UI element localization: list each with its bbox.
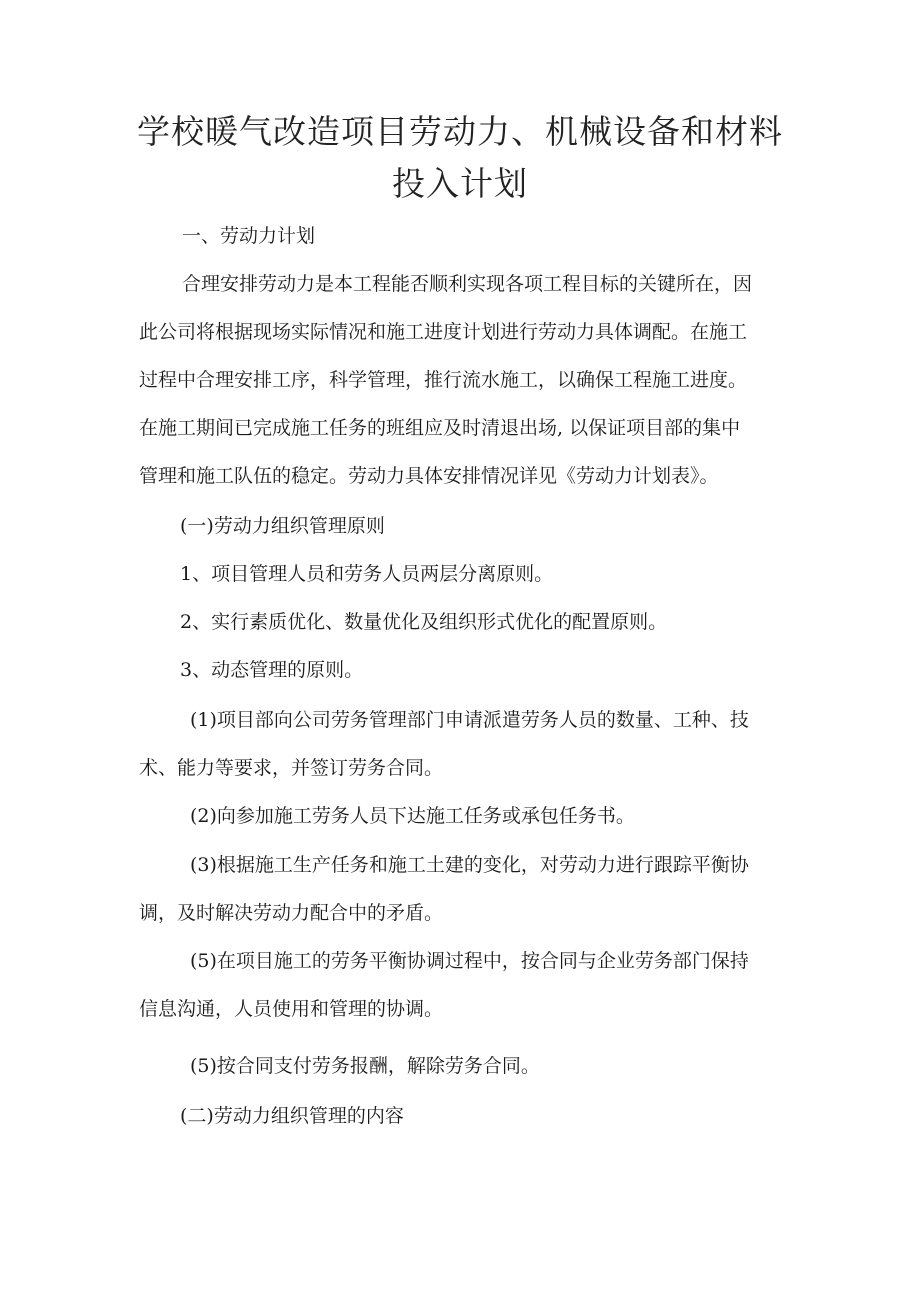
paragraph-line: 过程中合理安排工序，科学管理，推行流水施工，以确保工程施工进度。 bbox=[139, 369, 748, 391]
list-item: 3、动态管理的原则。 bbox=[180, 659, 364, 681]
list-item: 1、项目管理人员和劳务人员两层分离原则。 bbox=[180, 563, 554, 585]
sub-list-item: (1)项目部向公司劳务管理部门申请派遣劳务人员的数量、工种、技 bbox=[190, 709, 749, 731]
sub-list-item-continuation: 术、能力等要求，并签订劳务合同。 bbox=[139, 757, 444, 779]
subsection-heading-principles: (一)劳动力组织管理原则 bbox=[180, 515, 385, 537]
subsection-heading-content: (二)劳动力组织管理的内容 bbox=[180, 1105, 404, 1127]
paragraph-line: 此公司将根据现场实际情况和施工进度计划进行劳动力具体调配。在施工 bbox=[139, 321, 748, 343]
paragraph-line: 合理安排劳动力是本工程能否顺利实现各项工程目标的关键所在，因 bbox=[182, 273, 753, 295]
list-item: 2、实行素质优化、数量优化及组织形式优化的配置原则。 bbox=[180, 611, 668, 633]
sub-list-item: (5)在项目施工的劳务平衡协调过程中，按合同与企业劳务部门保持 bbox=[190, 950, 749, 972]
sub-list-item-continuation: 信息沟通，人员使用和管理的协调。 bbox=[139, 998, 444, 1020]
document-title-line-2: 投入计划 bbox=[392, 164, 528, 203]
sub-list-item: (3)根据施工生产任务和施工土建的变化，对劳动力进行跟踪平衡协 bbox=[190, 854, 749, 876]
section-heading-labor-plan: 一、劳动力计划 bbox=[182, 225, 316, 247]
paragraph-line: 管理和施工队伍的稳定。劳动力具体安排情况详见《劳动力计划表》。 bbox=[139, 465, 719, 487]
sub-list-item: (2)向参加施工劳务人员下达施工任务或承包任务书。 bbox=[190, 805, 635, 827]
document-title-line-1: 学校暖气改造项目劳动力、机械设备和材料 bbox=[137, 112, 783, 151]
sub-list-item-continuation: 调，及时解决劳动力配合中的矛盾。 bbox=[139, 902, 444, 924]
paragraph-line: 在施工期间已完成施工任务的班组应及时清退出场, 以保证项目部的集中 bbox=[139, 417, 741, 439]
sub-list-item: (5)按合同支付劳务报酬，解除劳务合同。 bbox=[190, 1055, 540, 1077]
